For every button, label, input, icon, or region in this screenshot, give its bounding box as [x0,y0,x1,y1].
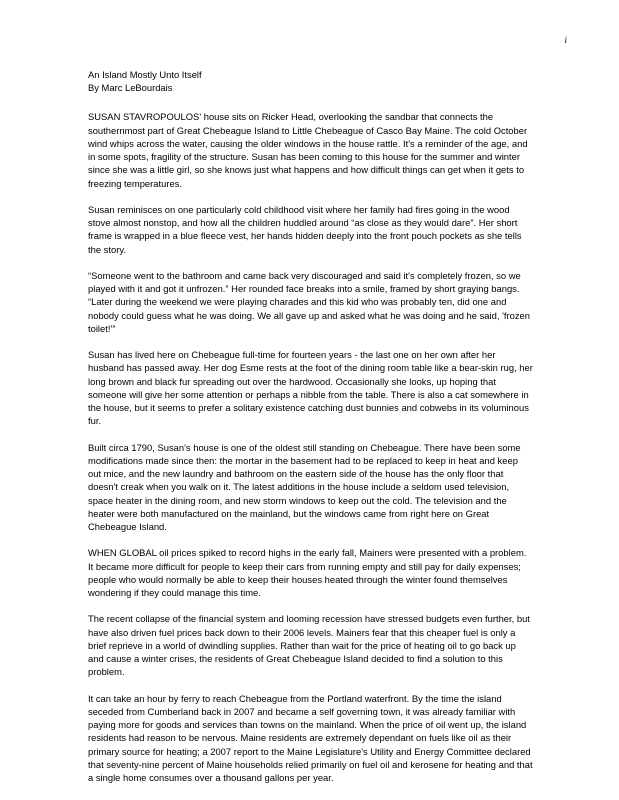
paragraph: SUSAN STAVROPOULOS' house sits on Ricker Head, overlooking the sandbar that connects the southernmost part of Great Chebeague Island to Little Chebeague of Casco Bay Maine. The cold October wind whips across the water, causing the older windows in the house rattle. It's a reminder of the age, and in some spots, fragility of the structure. Susan has been coming to this house for the summer and winter since she was a little girl, so she knows just what happens and how difficult things can get when it gets to freezing temperatures. [88,111,528,189]
paragraph: The recent collapse of the financial system and looming recession have stressed budgets even further, but have also driven fuel prices back down to their 2006 levels. Mainers fear that this cheaper fuel is only a brief reprieve in a world of dwindling supplies. Rather than wait for the price of heating oil to go back up and cause a winter crises, the residents of Great Chebeague Island decided to find a solution to this problem. [88,613,530,678]
paragraph: Built circa 1790, Susan's house is one of the oldest still standing on Chebeague. There have been some modifications made since then: the mortar in the basement had to be replaced to keep in heat and keep out mice, and the new laundry and bathroom on the eastern side of the house has the only floor that doesn't creak when you walk on it. The latest additions in the house include a seldom used television, space heater in the dining room, and new storm windows to keep out the cold. The television and the heater were both manufactured on the mainland, but the windows came from right here on Great Chebeague Island. [88,441,521,533]
paragraph: WHEN GLOBAL oil prices spiked to record highs in the early fall, Mainers were presented with a problem. It became more difficult for people to keep their cars from running empty and still pay for daily expenses; people who would normally be able to keep their houses heated through the winter found themselves wondering if they could manage this time. [88,547,527,599]
title-block [88,68,533,94]
paragraph: It can take an hour by ferry to reach Chebeague from the Portland waterfront. By the time the island seceded from Cumberland back in 2007 and became a self governing town, it was already familiar with paying more for goods and services than towns on the mainland. When the price of oil went up, the island residents had reason to be nervous. Maine residents are extremely dependant on fuels like oil as their primary source for heating; a 2007 report to the Maine Legislature's Utility and Energy Committee declared that seventy-nine percent of Maine households relied primarily on fuel oil and kerosene for heating and that a single home consumes over a thousand gallons per year. [88,692,533,784]
page-number: i [564,36,567,46]
paragraph: “Someone went to the bathroom and came back very discouraged and said it's completely frozen, so we played with it and got it unfrozen.” Her rounded face breaks into a smile, framed by short graying bangs. “Later during the weekend we were playing charades and this kid who was probably ten, did one and nobody could guess what he was doing. We all gave up and asked what he was doing and he said, 'frozen toilet!'” [88,269,530,334]
document-title: An Island Mostly Unto Itself [88,69,202,80]
paragraph: Susan reminisces on one particularly cold childhood visit where her family had fires going in the wood stove almost nonstop, and how all the children huddled around “as close as they would dare”. Her short frame is wrapped in a blue fleece vest, her hands hidden deeply into the front pouch pockets as she tells the story. [88,203,522,255]
document-body [88,68,533,784]
document-byline: By Marc LeBourdais [88,82,173,94]
paragraph: Susan has lived here on Chebeague full-time for fourteen years - the last one on her own after her husband has passed away. Her dog Esme rests at the foot of the dining room table like a bear-skin rug, her long brown and black fur spreading out over the hardwood. Occasionally she looks, up hoping that someone will give her some attention or perhaps a nibble from the table. There is also a cat somewhere in the house, but it seems to prefer a solitary existence catching dust bunnies and cobwebs in its voluminous fur. [88,349,533,427]
